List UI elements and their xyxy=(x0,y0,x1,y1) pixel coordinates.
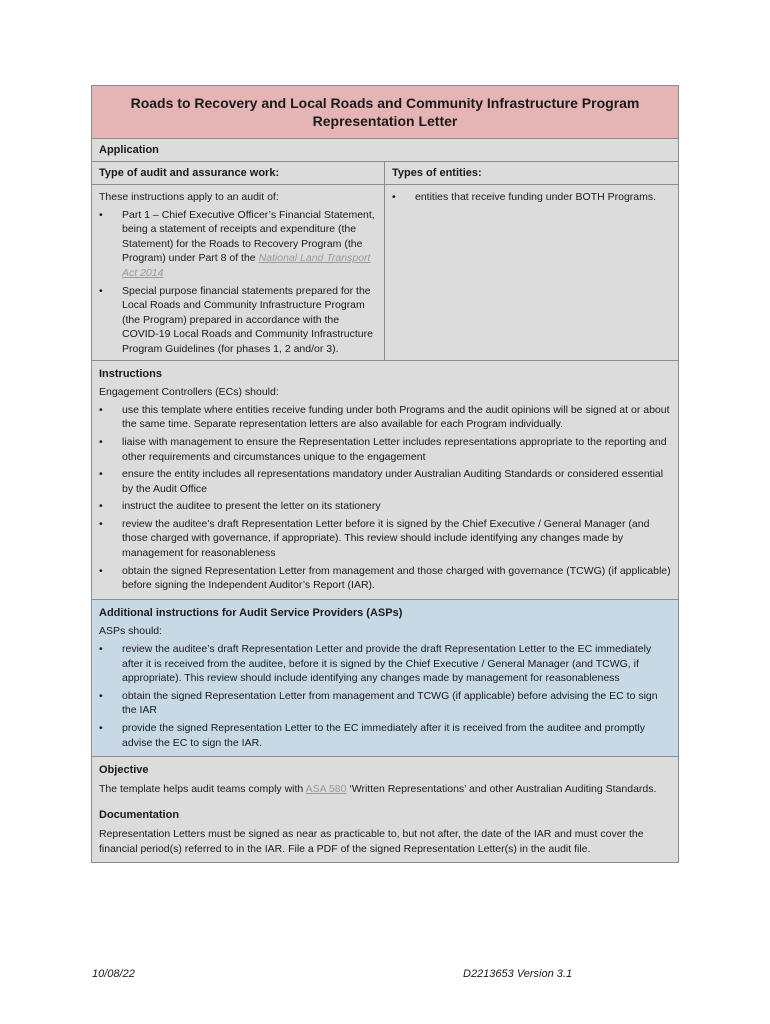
objective-text-after: ‘Written Representations’ and other Australian Auditing Standards. xyxy=(346,782,657,795)
asa-580-link[interactable]: ASA 580 xyxy=(305,782,347,795)
document-title xyxy=(92,86,678,139)
asp-item: • obtain the signed Representation Letter from management and TCWG (if applicable) before advising the EC to sign the IAR xyxy=(99,689,671,718)
audit-work-heading: Type of audit and assurance work: xyxy=(92,162,384,185)
instructions-heading: Instructions xyxy=(99,367,162,380)
asp-list xyxy=(99,642,671,750)
title-line-2: Representation Letter xyxy=(312,113,458,129)
instruction-item: • instruct the auditee to present the letter on its stationery xyxy=(99,499,671,514)
asp-heading: Additional instructions for Audit Service Providers (ASPs) xyxy=(99,606,403,619)
audit-work-item: • Special purpose financial statements prepared for the Local Roads and Community Infrastructure Program (the Program) prepared in accordance with the COVID-19 Local Roads and Community Infrastructure Program Guidelines (for phases 1, 2 and/or 3). xyxy=(99,284,377,357)
national-land-transport-act-link[interactable]: National Land Transport Act 2014 xyxy=(122,252,371,279)
audit-work-list xyxy=(99,208,377,357)
footer-date: 10/08/22 xyxy=(92,968,135,980)
entity-types-list xyxy=(392,190,671,205)
instruction-item: • review the auditee’s draft Representation Letter before it is signed by the Chief Executive / General Manager (and those charged with governance, if appropriate). This review should include identifying any changes made by management for reasonableness xyxy=(99,517,671,561)
asp-item: • review the auditee’s draft Representation Letter and provide the draft Representation Letter to the EC immediately after it is received from the auditee, before it is signed by the Chief Executive / General Manager (and TCWG, if appropriate). This review should include identifying any changes made by management for reasonableness xyxy=(99,642,671,686)
documentation-heading: Documentation xyxy=(99,809,180,822)
application-heading: Application xyxy=(92,139,678,162)
representation-letter-template-table xyxy=(91,85,679,863)
instruction-item: • liaise with management to ensure the Representation Letter includes representations appropriate to the reporting and other requirements and circumstances unique to the engagement xyxy=(99,435,671,464)
audit-work-column xyxy=(92,162,385,360)
audit-work-intro: These instructions apply to an audit of: xyxy=(99,191,279,203)
audit-work-item xyxy=(99,208,377,281)
objective-text xyxy=(99,782,671,797)
entity-types-cell xyxy=(385,185,678,208)
title-line-1: Roads to Recovery and Local Roads and Community Infrastructure Program xyxy=(130,95,640,111)
instructions-list xyxy=(99,403,671,593)
audit-work-item-text: Part 1 – Chief Executive Officer’s Financial Statement, being a statement of receipts and expenditure (the Statement) for the Roads to Recovery Program (the Program) under Part 8 of the xyxy=(122,208,375,265)
objective-text-before: The template helps audit teams comply with xyxy=(99,782,306,795)
instructions-intro: Engagement Controllers (ECs) should: xyxy=(99,386,279,399)
section-spacer xyxy=(99,796,671,808)
objective-heading: Objective xyxy=(99,764,149,777)
asp-item: • provide the signed Representation Letter to the EC immediately after it is received from the auditee and promptly advise the EC to sign the IAR. xyxy=(99,721,671,750)
asp-instructions-section xyxy=(92,600,678,757)
entity-types-heading: Types of entities: xyxy=(385,162,678,185)
instructions-section xyxy=(92,361,678,600)
audit-work-cell xyxy=(92,185,384,360)
asp-intro: ASPs should: xyxy=(99,625,163,638)
instruction-item: • ensure the entity includes all representations mandatory under Australian Auditing Standards or considered essential by the Audit Office xyxy=(99,467,671,496)
entity-types-column xyxy=(385,162,678,360)
entity-type-item: • entities that receive funding under BOTH Programs. xyxy=(392,190,671,205)
objective-documentation-section xyxy=(92,757,678,862)
documentation-text: Representation Letters must be signed as near as practicable to, but not after, the date of the IAR and must cover the financial period(s) referred to in the IAR. File a PDF of the signed Representation Letter(s) in the audit file. xyxy=(99,827,644,855)
application-section xyxy=(92,162,678,361)
footer-version: D2213653 Version 3.1 xyxy=(463,968,573,980)
instruction-item: • use this template where entities receive funding under both Programs and the audit opinions will be signed at or about the same time. Separate representation letters are also available for each Program individually. xyxy=(99,403,671,432)
instruction-item: • obtain the signed Representation Letter from management and those charged with governance (TCWG) (if applicable) before signing the Independent Auditor’s Report (IAR). xyxy=(99,564,671,593)
